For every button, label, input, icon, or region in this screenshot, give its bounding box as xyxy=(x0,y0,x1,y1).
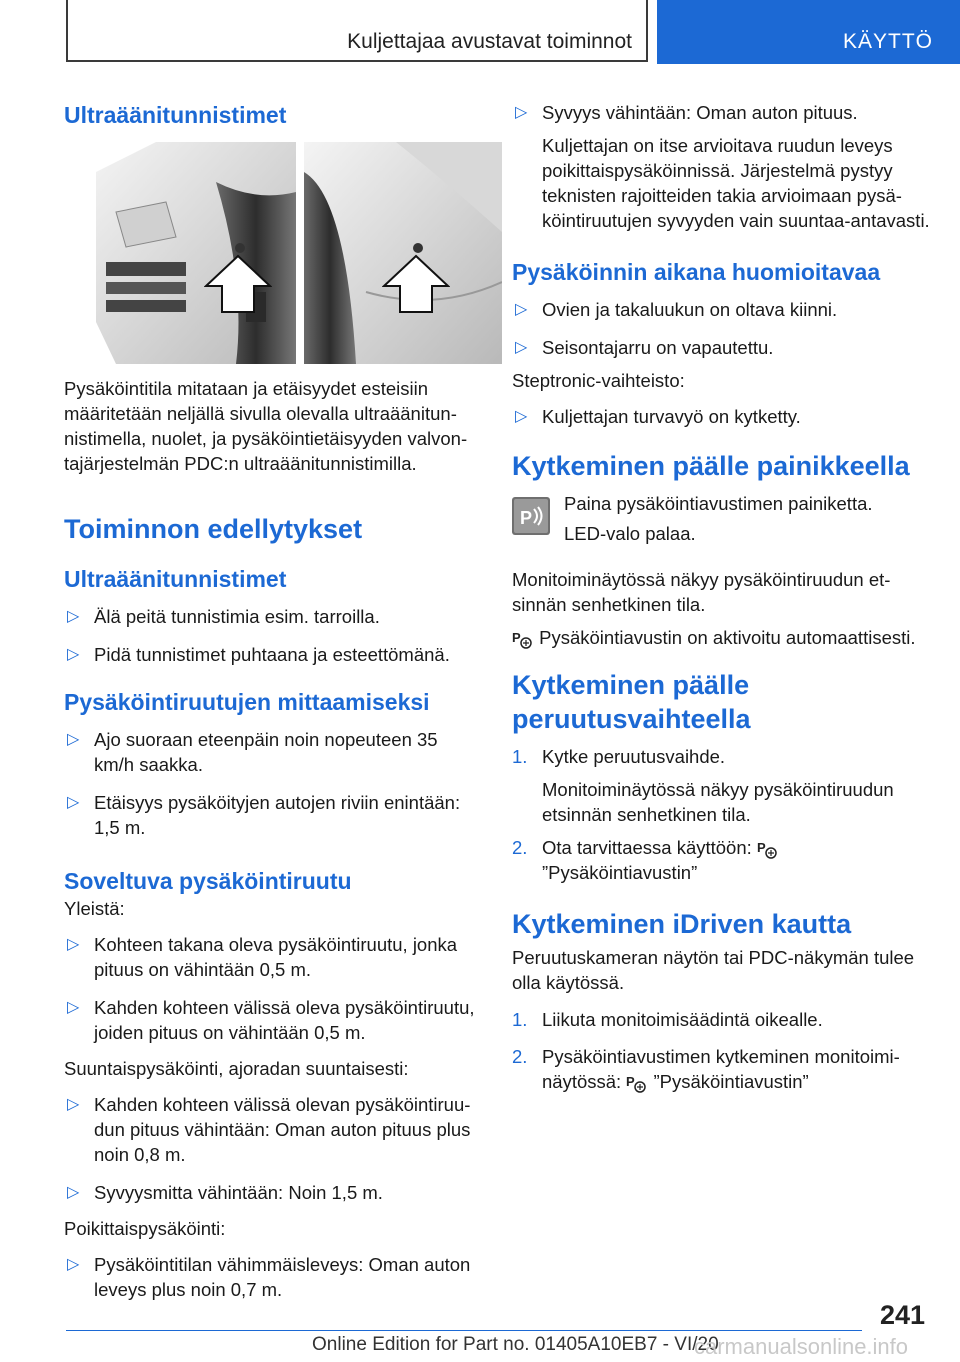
monitor-text: Monitoiminäytössä näkyy pysäköintiruudun etsinnän senhetkinen tila. xyxy=(512,569,891,615)
heading-during-parking: Pysäköinnin aikana huomioitavaa xyxy=(512,259,881,285)
list-item: ▷ Ajo suoraan eteenpäin noin nopeuteen 35 km/h saakka. xyxy=(67,729,438,775)
heading-suitable-space: Soveltuva pysäköintiruutu xyxy=(64,868,352,894)
list-bullet-triangle-icon: ▷ xyxy=(67,1184,80,1201)
car-bumper-illustration xyxy=(96,142,502,364)
numbered-item: 2. Ota tarvittaessa käyttöön: P xyxy=(512,835,932,860)
heading-activate-idrive: Kytkeminen iDriven kautta xyxy=(512,909,852,940)
sensor-caption: Pysäköintitila mitataan ja etäisyydet esteisiin määritetään neljällä sivulla olevalla ultraäänitunnistimella, nuolet, ja pysäköintietäisyyden valvontajärjestelmän PDC:n ultraäänitunnistimilla. xyxy=(64,378,468,474)
left-column xyxy=(64,100,480,1302)
list-bullet-triangle-icon: ▷ xyxy=(515,339,528,356)
heading-measuring: Pysäköintiruutujen mittaamiseksi xyxy=(64,689,430,715)
page-number: 241 xyxy=(880,1300,926,1330)
list-bullet-triangle-icon: ▷ xyxy=(67,999,80,1016)
list-bullet-triangle-icon: ▷ xyxy=(67,608,80,625)
steptronic-label: Steptronic-vaihteisto: xyxy=(512,370,685,391)
general-label: Yleistä: xyxy=(64,898,125,919)
list-item: ▷ Kuljettajan turvavyö on kytketty. xyxy=(515,406,801,427)
numbered-item: 1. Kytke peruutusvaihde. xyxy=(512,746,726,768)
list-bullet-triangle-icon: ▷ xyxy=(515,408,528,425)
list-item: ▷ Älä peitä tunnistimia esim. tarroilla. xyxy=(67,606,380,627)
list-item: ▷ Kahden kohteen välissä olevan pysäköintiruudun pituus vähintään: Oman auton pituus plus noin 0,8 m. xyxy=(67,1094,471,1165)
parking-assist-icon xyxy=(757,838,779,860)
numbered-item-sub: Monitoiminäytössä näkyy pysäköintiruudun etsinnän senhetkinen tila. xyxy=(542,779,894,826)
list-item: ▷ Kohteen takana oleva pysäköintiruutu, jonka pituus on vähintään 0,5 m. xyxy=(67,934,458,980)
footer-divider xyxy=(66,1330,862,1331)
list-item: ▷ Ovien ja takaluukun on oltava kiinni. xyxy=(515,299,838,320)
heading-ultrasonic-sensors: Ultraäänitunnistimet xyxy=(64,102,287,128)
button-instruction: Paina pysäköintiavustimen painiketta. xyxy=(564,493,873,514)
header-section-title: Kuljettajaa avustavat toiminnot xyxy=(347,30,632,53)
list-bullet-triangle-icon: ▷ xyxy=(67,936,80,953)
auto-activation-text: P Pysäköintiavustin on aktivoitu automaattisesti. xyxy=(512,625,932,650)
list-item: ▷ Kahden kohteen välissä oleva pysäköintiruutu, joiden pituus on vähintään 0,5 m. xyxy=(67,997,475,1043)
sensor-figure xyxy=(96,142,502,364)
numbered-item: 2. Pysäköintiavustimen kytkeminen monitoiminäytössä: P ”Pysäköintiavustin” xyxy=(512,1044,932,1094)
list-bullet-triangle-icon: ▷ xyxy=(515,301,528,318)
header-chapter-tab xyxy=(657,0,960,64)
footer-edition: Online Edition for Part no. 01405A10EB7 - VI/20 xyxy=(312,1334,719,1355)
parking-assist-icon xyxy=(512,628,534,650)
arrow-up-icon xyxy=(382,254,450,314)
svg-text:P: P xyxy=(520,508,533,528)
depth-note: Kuljettajan on itse arvioitava ruudun leveys poikittaispysäköinnissä. Järjestelmä pystyy teknisten rajoitteiden takia arvioimaan pysäköintiruutujen syvyyden vain suuntaa-antavasti. xyxy=(542,135,930,231)
heading-sensors: Ultraäänitunnistimet xyxy=(64,566,287,592)
heading-activate-button: Kytkeminen päälle painikkeella xyxy=(512,451,910,481)
parallel-label: Suuntaispysäköinti, ajoradan suuntaisesti: xyxy=(64,1058,409,1079)
svg-text:P: P xyxy=(756,840,766,856)
svg-text:P: P xyxy=(626,1074,635,1090)
list-bullet-triangle-icon: ▷ xyxy=(67,731,80,748)
watermark: carmanualsonline.info xyxy=(694,1334,909,1359)
list-bullet-triangle-icon: ▷ xyxy=(67,1256,80,1273)
parking-assist-button-icon xyxy=(512,497,550,535)
parking-assist-icon xyxy=(626,1072,648,1094)
list-bullet-triangle-icon: ▷ xyxy=(67,646,80,663)
header-chapter-title: KÄYTTÖ xyxy=(843,30,934,53)
list-bullet-triangle-icon: ▷ xyxy=(67,794,80,811)
heading-prerequisites: Toiminnon edellytykset xyxy=(64,514,363,544)
right-column xyxy=(512,100,932,1094)
heading-activate-reverse: Kytkeminen päälle peruutusvaihteella xyxy=(512,670,751,735)
list-item: ▷ Syvyys vähintään: Oman auton pituus. xyxy=(515,102,858,123)
list-item: ▷ Syvyysmitta vähintään: Noin 1,5 m. xyxy=(67,1182,383,1203)
list-bullet-triangle-icon: ▷ xyxy=(515,104,528,121)
list-item: ▷ Seisontajarru on vapautettu. xyxy=(515,337,774,358)
numbered-item-sub: ”Pysäköintiavustin” xyxy=(542,862,698,884)
perpendicular-label: Poikittaispysäköinti: xyxy=(64,1218,226,1239)
svg-text:P: P xyxy=(512,630,521,646)
list-item: ▷ Etäisyys pysäköityjen autojen riviin enintään: 1,5 m. xyxy=(67,792,461,838)
list-item: ▷ Pysäköintitilan vähimmäisleveys: Oman auton leveys plus noin 0,7 m. xyxy=(67,1254,471,1300)
list-bullet-triangle-icon: ▷ xyxy=(67,1096,80,1113)
numbered-item: 1. Liikuta monitoimisäädintä oikealle. xyxy=(512,1009,823,1031)
led-status: LED-valo palaa. xyxy=(564,523,696,544)
header-section-box xyxy=(66,0,648,62)
list-item: ▷ Pidä tunnistimet puhtaana ja esteettömänä. xyxy=(67,644,450,665)
idrive-text: Peruutuskameran näytön tai PDC-näkymän tulee olla käytössä. xyxy=(512,947,915,994)
arrow-up-icon xyxy=(204,254,272,314)
